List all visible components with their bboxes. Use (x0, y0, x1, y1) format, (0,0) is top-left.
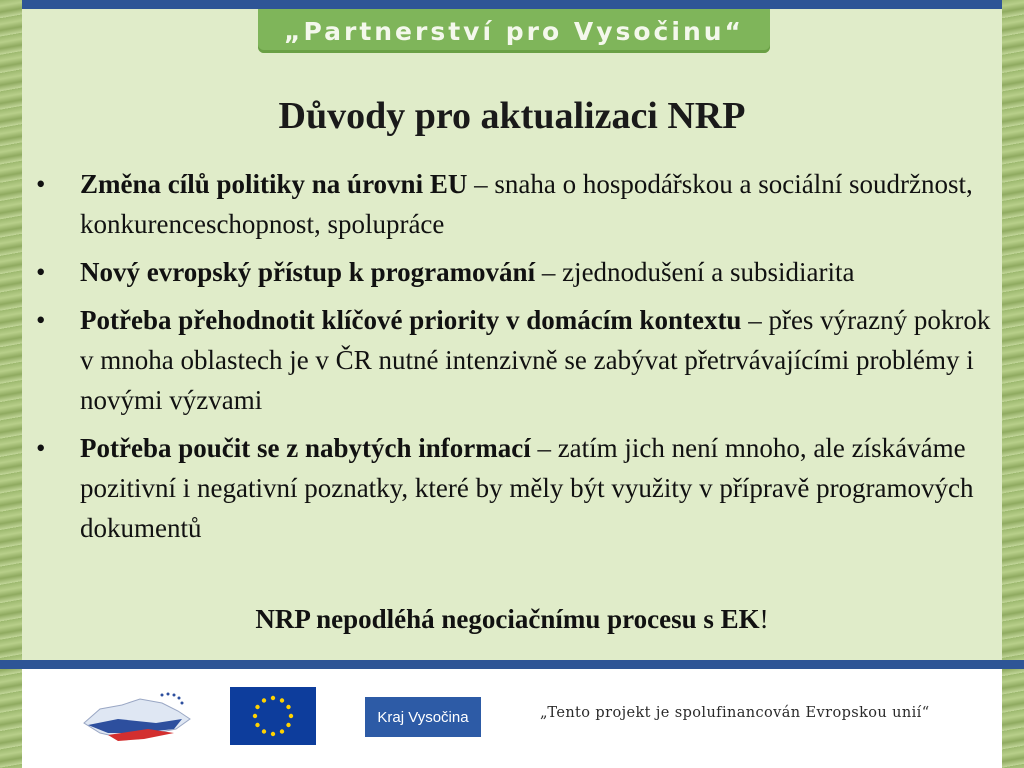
eu-flag-icon (230, 687, 316, 745)
bottom-border (0, 660, 1024, 669)
footer (22, 669, 1002, 768)
funding-note: „Tento projekt je spolufinancován Evropskou unií“ (540, 705, 930, 721)
bullet-icon: • (36, 169, 46, 199)
czech-republic-logo-icon (78, 689, 194, 749)
bullet-heading: Nový evropský přístup k programování (80, 257, 536, 287)
eu-stars-icon (230, 687, 316, 745)
bullet-heading: Změna cílů politiky na úrovni EU (80, 169, 468, 199)
list-item (36, 428, 996, 548)
slide-title: Důvody pro aktualizaci NRP (278, 95, 746, 137)
bullet-heading: Potřeba přehodnotit klíčové priority v domácím kontextu (80, 305, 742, 335)
bullet-icon: • (36, 305, 46, 335)
bullet-text: – zjednodušení a subsidiarita (535, 257, 855, 287)
conclusion-text: NRP nepodléhá negociačnímu procesu s EK (255, 604, 760, 634)
kraj-vysocina-logo-text: Kraj Vysočina (377, 708, 469, 726)
bullet-heading: Potřeba poučit se z nabytých informací (80, 433, 531, 463)
list-item (36, 300, 996, 420)
conclusion-exclamation: ! (759, 604, 769, 634)
top-border (0, 0, 1024, 9)
bullet-text: – zatím jich není mnoho, ale získáváme pozitivní i negativní poznatky, které by měly být využity v přípravě programových dokumentů (80, 433, 974, 543)
bullet-list (36, 164, 996, 556)
header-banner-text: „Partnerství pro Vysočinu“ (284, 16, 744, 46)
bullet-icon: • (36, 257, 46, 287)
bullet-text: – přes výrazný pokrok v mnoha oblastech je v ČR nutné intenzivně se zabývat přetrvávajícími problémy i novými výzvami (80, 305, 991, 415)
bullet-icon: • (36, 433, 46, 463)
list-item (36, 164, 996, 244)
conclusion (0, 604, 1024, 635)
header-banner (258, 9, 770, 53)
list-item (36, 252, 996, 292)
bullet-text: – snaha o hospodářskou a sociální soudržnost, konkurenceschopnost, spolupráce (80, 169, 973, 239)
kraj-vysocina-logo (365, 697, 481, 737)
